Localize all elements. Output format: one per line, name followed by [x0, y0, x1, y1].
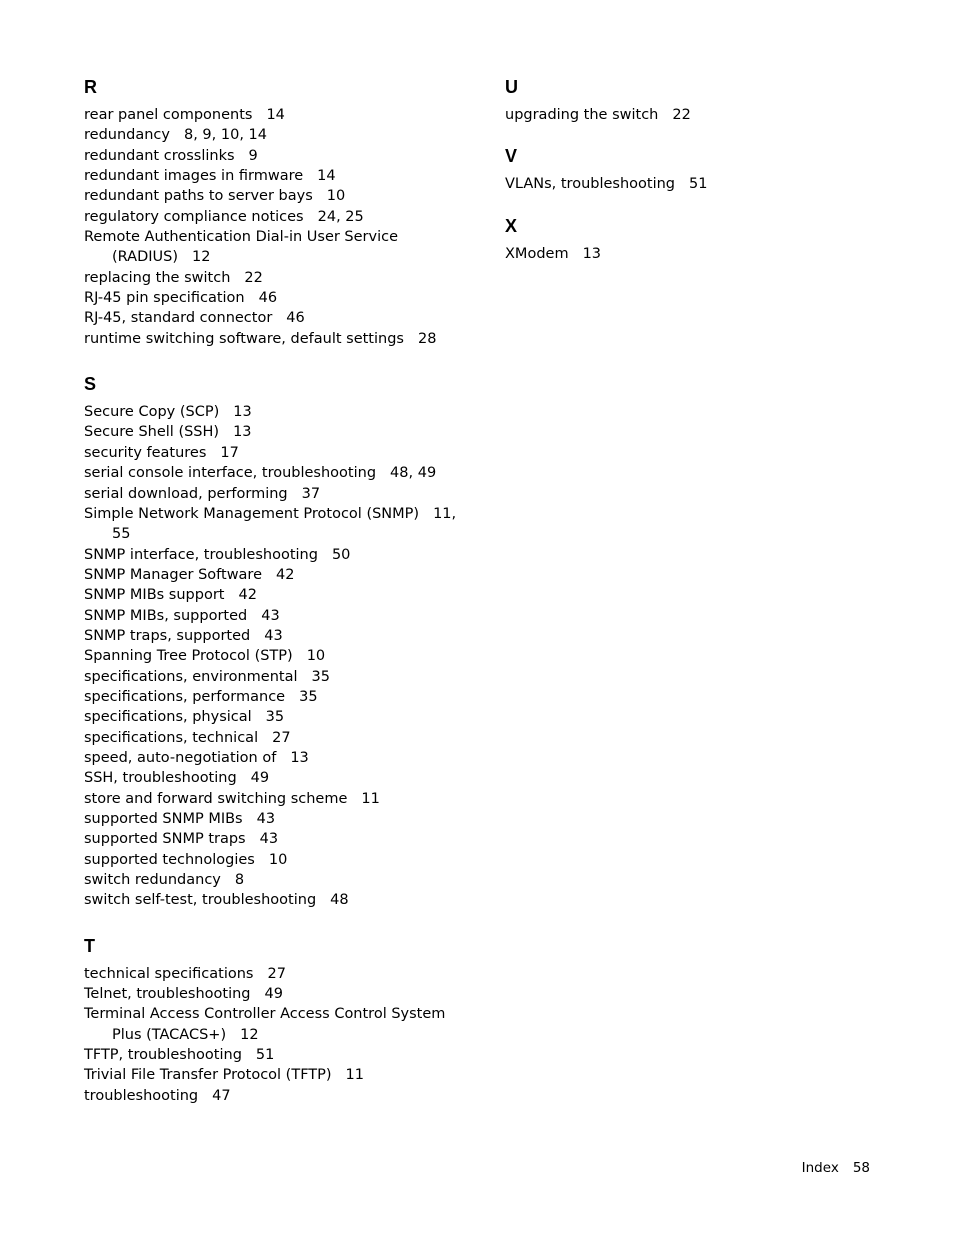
entry-term: technical specifications: [84, 965, 254, 982]
entry-page-numbers: 49: [250, 770, 270, 787]
index-entry: [84, 964, 484, 984]
entry-page-numbers: 11: [361, 790, 380, 807]
index-entry: [84, 227, 484, 268]
entry-term: SNMP traps, supported: [84, 627, 251, 644]
entry-page-numbers: 47: [212, 1087, 231, 1104]
entry-page-numbers: 11: [345, 1067, 364, 1084]
entry-term: security features: [84, 444, 207, 461]
entry-page-numbers: 9: [248, 147, 258, 164]
entry-page-numbers: 22: [244, 269, 263, 286]
entry-page-numbers: 46: [258, 290, 278, 307]
entry-term: serial download, performing: [84, 485, 288, 502]
entry-term: specifications, environmental: [84, 668, 298, 685]
entry-term: SNMP MIBs, supported: [84, 607, 248, 624]
entry-page-numbers: 8, 9, 10, 14: [183, 127, 267, 144]
entry-page-numbers: 43: [261, 607, 280, 624]
entry-page-numbers: 37: [301, 485, 321, 502]
entry-page-numbers: 11,: [433, 505, 457, 522]
entry-term: RJ-45, standard connector: [84, 310, 273, 327]
footer-page-number: 58: [852, 1160, 870, 1176]
entry-term: speed, auto-negotiation of: [84, 749, 277, 766]
index-entry: [84, 850, 484, 870]
entry-term: Telnet, troubleshooting: [84, 986, 251, 1003]
entry-term: upgrading the switch: [505, 107, 659, 123]
index-entry: [84, 728, 484, 748]
index-entry: [84, 707, 484, 727]
entry-page-numbers: 13: [233, 424, 252, 441]
entry-list: [84, 105, 484, 349]
index-entry: [84, 667, 484, 687]
index-entry: [84, 504, 484, 545]
entry-page-numbers: 22: [672, 107, 691, 123]
entry-term: Terminal Access Controller Access Control System: [84, 1006, 446, 1023]
index-entry: [505, 244, 885, 264]
entry-term: Simple Network Management Protocol (SNMP): [84, 505, 420, 522]
entry-page-numbers: 48, 49: [390, 465, 437, 482]
entry-page-numbers: 51: [255, 1047, 275, 1064]
entry-page-numbers: 35: [299, 688, 318, 705]
index-entry: [84, 789, 484, 809]
page-footer: [802, 1158, 870, 1178]
entry-term: Trivial File Transfer Protocol (TFTP): [84, 1067, 332, 1084]
entry-page-numbers: 35: [311, 668, 330, 685]
index-entry: [84, 1086, 484, 1106]
index-entry: [84, 105, 484, 125]
entry-term: Remote Authentication Dial-in User Service: [84, 229, 399, 246]
entry-term: redundant crosslinks: [84, 147, 235, 164]
index-column-left: [84, 74, 484, 1106]
index-entry: [84, 1065, 484, 1085]
entry-term: redundant paths to server bays: [84, 188, 313, 205]
entry-page-numbers: 12: [240, 1026, 259, 1043]
entry-term: Secure Copy (SCP): [84, 404, 220, 421]
entry-term: specifications, physical: [84, 709, 252, 726]
entry-page-numbers: 24, 25: [317, 208, 364, 225]
index-entry: [84, 545, 484, 565]
index-entry: [84, 748, 484, 768]
entry-page-numbers: 49: [264, 986, 283, 1003]
entry-page-numbers: 42: [276, 566, 295, 583]
index-entry: [84, 984, 484, 1004]
entry-page-numbers: 14: [266, 107, 285, 123]
entry-term: redundant images in firmware: [84, 168, 304, 185]
entry-term: redundancy: [84, 127, 170, 144]
index-entry: [84, 207, 484, 227]
entry-term: switch redundancy: [84, 872, 221, 889]
index-column-right: [505, 74, 885, 264]
entry-list: [505, 244, 885, 264]
entry-term: regulatory compliance notices: [84, 208, 304, 225]
entry-page-numbers: 46: [286, 310, 305, 327]
index-entry: [84, 687, 484, 707]
index-entry: [84, 809, 484, 829]
index-entry: [84, 308, 484, 328]
entry-term: Spanning Tree Protocol (STP): [84, 648, 293, 665]
index-entry: [84, 565, 484, 585]
entry-term: switch self-test, troubleshooting: [84, 892, 317, 909]
entry-page-numbers: 48: [330, 892, 349, 909]
entry-term: runtime switching software, default settings: [84, 330, 404, 347]
entry-page-numbers: 13: [582, 245, 602, 262]
index-entry: [84, 646, 484, 666]
index-section: [505, 213, 885, 264]
section-letter: T: [84, 935, 95, 956]
index-entry: [84, 402, 484, 422]
index-section: [84, 74, 484, 349]
index-entry: [84, 329, 484, 349]
index-entry: [84, 484, 484, 504]
section-letter: U: [505, 77, 518, 97]
entry-term: specifications, performance: [84, 688, 286, 705]
entry-page-numbers: 17: [220, 444, 239, 461]
entry-page-numbers: 27: [272, 729, 291, 746]
index-entry: [84, 166, 484, 186]
index-section: [84, 933, 484, 1106]
index-entry: [84, 829, 484, 849]
index-entry: [84, 186, 484, 206]
entry-term: SNMP interface, troubleshooting: [84, 546, 318, 563]
index-section: [505, 143, 885, 194]
footer-label: Index: [801, 1160, 839, 1176]
section-letter: V: [505, 146, 518, 167]
entry-term: TFTP, troubleshooting: [84, 1047, 242, 1064]
entry-page-numbers: 8: [234, 872, 245, 889]
entry-page-numbers: 28: [417, 330, 437, 347]
entry-term: XModem: [505, 245, 569, 262]
entry-page-numbers: 43: [259, 831, 279, 848]
index-entry: [84, 870, 484, 890]
entry-page-numbers: 27: [267, 965, 286, 982]
entry-term: troubleshooting: [84, 1087, 199, 1104]
entry-term: SSH, troubleshooting: [84, 770, 237, 787]
entry-page-numbers: 10: [326, 188, 346, 205]
entry-term: VLANs, troubleshooting: [505, 176, 676, 193]
index-entry: [84, 443, 484, 463]
entry-term: supported SNMP MIBs: [84, 811, 243, 827]
index-entry: [84, 268, 484, 288]
index-entry: [84, 1045, 484, 1065]
entry-list: [84, 964, 484, 1106]
index-entry: [84, 463, 484, 483]
entry-page-numbers-continued: 55: [112, 526, 131, 543]
index-entry: [84, 288, 484, 308]
entry-term: store and forward switching scheme: [84, 790, 348, 807]
entry-term: SNMP Manager Software: [84, 566, 263, 583]
entry-list: [505, 174, 885, 194]
entry-page-numbers: 13: [290, 749, 309, 766]
section-letter: R: [84, 77, 97, 97]
entry-page-numbers: 12: [191, 249, 211, 266]
entry-page-numbers: 13: [233, 404, 252, 421]
entry-term: SNMP MIBs support: [84, 587, 225, 604]
index-entry: [84, 1004, 484, 1045]
entry-page-numbers: 35: [265, 709, 285, 726]
entry-page-numbers: 10: [306, 648, 326, 665]
index-entry: [84, 146, 484, 166]
entry-term: supported technologies: [84, 851, 255, 868]
entry-page-numbers: 51: [689, 176, 708, 193]
index-entry: [84, 422, 484, 442]
section-letter: X: [505, 215, 518, 236]
entry-page-numbers: 10: [268, 851, 288, 868]
index-entry: [505, 105, 885, 125]
entry-term: supported SNMP traps: [84, 831, 246, 848]
entry-page-numbers: 42: [238, 587, 257, 604]
index-entry: [84, 890, 484, 910]
entry-term: serial console interface, troubleshooting: [84, 465, 377, 482]
entry-page-numbers: 50: [331, 546, 351, 563]
entry-page-numbers: 14: [317, 168, 336, 185]
index-entry: [84, 585, 484, 605]
entry-term-continued: (RADIUS): [112, 249, 178, 266]
entry-list: [505, 105, 885, 125]
section-letter: S: [84, 374, 97, 395]
entry-term: replacing the switch: [84, 269, 231, 286]
index-entry: [84, 768, 484, 788]
index-section: [84, 371, 484, 911]
entry-list: [84, 402, 484, 911]
entry-term-continued: Plus (TACACS+): [112, 1026, 227, 1043]
entry-page-numbers: 43: [264, 627, 283, 644]
entry-term: rear panel components: [84, 107, 253, 123]
index-section: [505, 74, 885, 125]
entry-term: Secure Shell (SSH): [84, 424, 220, 441]
index-entry: [84, 606, 484, 626]
index-entry: [84, 125, 484, 145]
index-entry: [505, 174, 885, 194]
entry-term: RJ-45 pin specification: [84, 290, 245, 307]
index-entry: [84, 626, 484, 646]
entry-page-numbers: 43: [256, 811, 276, 827]
entry-term: specifications, technical: [84, 729, 259, 746]
